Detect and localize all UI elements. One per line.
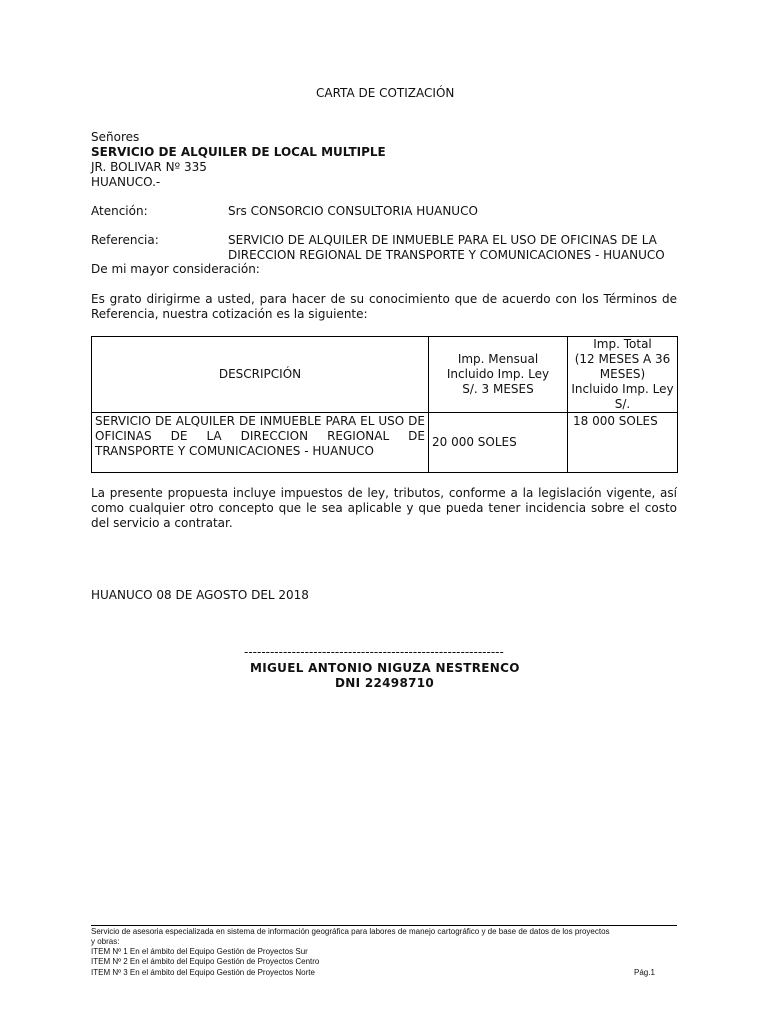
- greeting: De mi mayor consideración:: [91, 262, 260, 276]
- quotation-table: [91, 336, 678, 473]
- header-description: DESCRIPCIÓN: [92, 337, 429, 413]
- header-total-line: (12 MESES A 36: [574, 352, 671, 366]
- footer-line-1: Servicio de asesoria especializada en sistema de información geográfica para labores de manejo cartográfico y de base de datos de los proyectos: [91, 927, 610, 936]
- recipient-company: SERVICIO DE ALQUILER DE LOCAL MULTIPLE: [91, 145, 386, 159]
- header-total-line: MESES): [599, 367, 646, 381]
- closing-paragraph: La presente propuesta incluye impuestos de ley, tributos, conforme a la legislación vigente, así como cualquier otro concepto que le sea aplicable y que pueda tener incidencia sobre el costo del servicio a contratar.: [91, 486, 677, 530]
- row-description: SERVICIO DE ALQUILER DE INMUEBLE PARA EL USO DE OFICINAS DE LA DIRECCION REGIONAL DE TRANSPORTE Y COMUNICACIONES - HUANUCO: [92, 413, 429, 473]
- signatory-name: MIGUEL ANTONIO NIGUZA NESTRENCO: [250, 661, 520, 675]
- footer-divider: [91, 925, 677, 926]
- page-number: Pág.1: [634, 968, 655, 977]
- header-total-line: Imp. Total: [593, 337, 652, 351]
- header-monthly: [429, 337, 568, 413]
- table-header-row: [92, 337, 678, 413]
- footer-item-1: ITEM Nº 1 En el ámbito del Equipo Gestión de Proyectos Sur: [91, 947, 308, 956]
- row-monthly: 20 000 SOLES: [429, 413, 568, 473]
- footer-line-2: y obras:: [91, 937, 120, 946]
- header-monthly-line: Imp. Mensual: [457, 352, 539, 366]
- recipient-address: JR. BOLIVAR Nº 335: [91, 160, 207, 174]
- recipient-city: HUANUCO.-: [91, 175, 161, 189]
- salutation: Señores: [91, 130, 140, 144]
- signature-line: ------------------------------------------------------------: [244, 645, 504, 659]
- header-monthly-line: Incluido Imp. Ley: [446, 367, 550, 381]
- reference-label: Referencia:: [91, 233, 159, 247]
- signatory-dni: DNI 22498710: [335, 676, 435, 690]
- footer-item-2: ITEM Nº 2 En el ámbito del Equipo Gestión de Proyectos Centro: [91, 957, 320, 966]
- footer-item-3: ITEM Nº 3 En el ámbito del Equipo Gestión de Proyectos Norte: [91, 968, 315, 977]
- intro-paragraph: Es grato dirigirme a usted, para hacer de su conocimiento que de acuerdo con los Términos de Referencia, nuestra cotización es la siguiente:: [91, 292, 677, 321]
- document-title: CARTA DE COTIZACIÓN: [316, 86, 455, 100]
- row-total: 18 000 SOLES: [568, 413, 678, 473]
- header-total-line: Incluido Imp. Ley: [571, 382, 674, 396]
- attention-label: Atención:: [91, 204, 148, 218]
- reference-line-1: SERVICIO DE ALQUILER DE INMUEBLE PARA EL USO DE OFICINAS DE LA: [228, 233, 657, 247]
- header-monthly-line: S/. 3 MESES: [462, 382, 534, 396]
- header-total: [568, 337, 678, 413]
- header-total-line: S/.: [614, 397, 631, 411]
- table-row: [92, 413, 678, 473]
- reference-line-2: DIRECCION REGIONAL DE TRANSPORTE Y COMUNICACIONES - HUANUCO: [228, 248, 665, 262]
- date-line: HUANUCO 08 DE AGOSTO DEL 2018: [91, 588, 309, 602]
- attention-value: Srs CONSORCIO CONSULTORIA HUANUCO: [228, 204, 478, 218]
